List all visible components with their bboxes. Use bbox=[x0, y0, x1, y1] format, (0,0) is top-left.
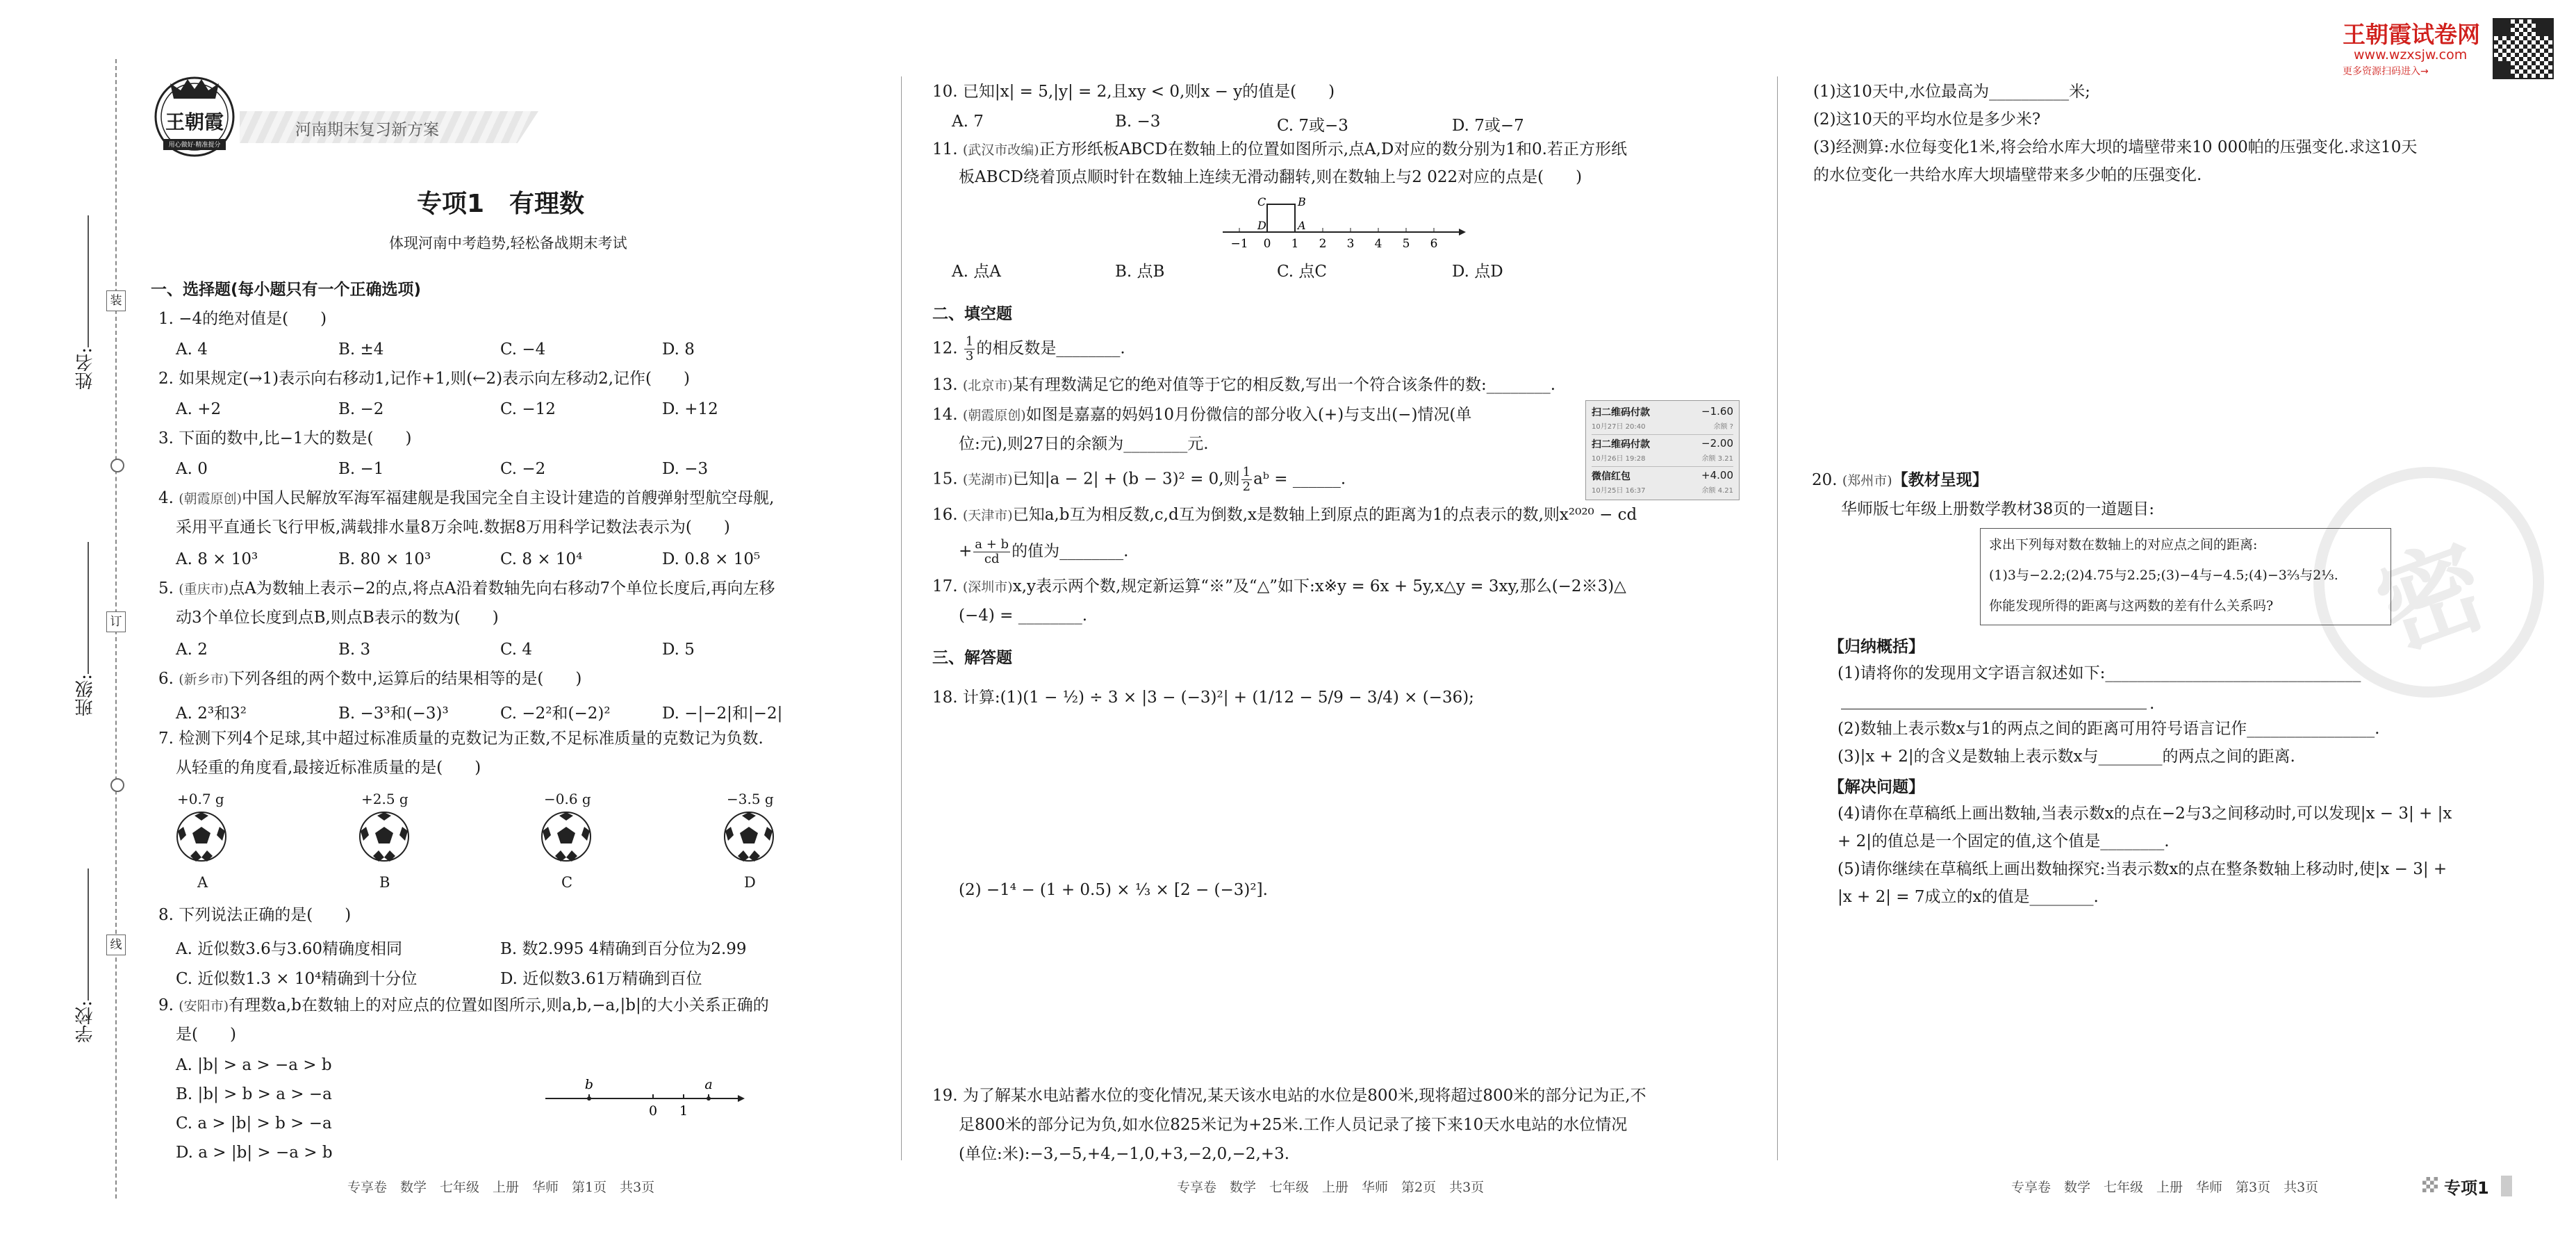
q19-sub2: (2)这10天的平均水位是多少米? bbox=[1813, 110, 2041, 129]
q10-option-b: B. −3 bbox=[1115, 113, 1161, 131]
q19-sub3b: 的水位变化一共给水库大坝墙壁带来多少帕的压强变化. bbox=[1813, 166, 2202, 184]
q8-option-c: C. 近似数1.3 × 10⁴精确到十分位 bbox=[176, 970, 418, 988]
q7-ball-b-label: B bbox=[379, 874, 390, 891]
soccer-ball-icon bbox=[540, 810, 593, 863]
q11-option-a: A. 点A bbox=[952, 263, 1001, 281]
q4-option-d: D. 0.8 × 10⁵ bbox=[662, 550, 761, 568]
q5-option-c: C. 4 bbox=[500, 641, 533, 659]
record-balance: 余额 ? bbox=[1713, 423, 1733, 431]
column-divider bbox=[901, 76, 902, 1160]
binding-mark-1: 装 bbox=[106, 290, 126, 311]
q8-option-a: A. 近似数3.6与3.60精确度相同 bbox=[176, 940, 403, 958]
q9-option-c: C. a > |b| > b > −a bbox=[176, 1114, 332, 1133]
q7-ball-c-mass: −0.6 g bbox=[544, 791, 591, 807]
q1-option-c: C. −4 bbox=[500, 340, 546, 359]
q18-part2: (2) −1⁴ − (1 + 0.5) × ⅓ × [2 − (−3)²]. bbox=[959, 881, 1268, 899]
q9-line2: 是( ) bbox=[176, 1026, 236, 1044]
q17-source: (深圳市) bbox=[962, 579, 1013, 595]
q19-sub3a: (3)经测算:水位每变化1米,将会给水库大坝的墙壁带来10 000帕的压强变化.求这10天 bbox=[1813, 138, 2418, 156]
q20-sub2: (2)数轴上表示数x与1的两点之间的距离可用符号语言记作________________. bbox=[1838, 720, 2380, 738]
q4-option-b: B. 80 × 10³ bbox=[338, 550, 431, 568]
binding-dot-icon bbox=[110, 459, 124, 472]
axis-label-b: b bbox=[584, 1077, 594, 1092]
q15-source: (芜湖市) bbox=[962, 472, 1013, 488]
binding-mark-2: 订 bbox=[106, 611, 126, 632]
q11-number-line bbox=[1223, 196, 1473, 252]
q6-option-a: A. 2³和3² bbox=[176, 705, 247, 723]
corner-c: C bbox=[1257, 196, 1266, 208]
page-subtitle: 体现河南中考趋势,轻松备战期末考试 bbox=[389, 235, 627, 252]
q1-option-b: B. ±4 bbox=[338, 340, 384, 359]
q8-option-d: D. 近似数3.61万精确到百位 bbox=[500, 970, 702, 988]
logo bbox=[149, 69, 240, 160]
q10-option-a: A. 7 bbox=[952, 113, 984, 131]
q11-line1: 11. (武汉市改编)正方形纸板ABCD在数轴上的位置如图所示,点A,D对应的数分别为1和0.若正方形纸 bbox=[932, 140, 1627, 158]
record-date: 10月25日 16:37 bbox=[1592, 487, 1646, 495]
q4-line1: 4. (朝霞原创)中国人民解放军海军福建舰是我国完全自主设计建造的首艘弹射型航空母舰, bbox=[158, 489, 775, 507]
q20-sub1: (1)请将你的发现用文字语言叙述如下:________________________________ bbox=[1838, 664, 2361, 682]
class-underline bbox=[88, 542, 89, 674]
name-underline bbox=[88, 215, 89, 347]
record-row bbox=[1592, 436, 1733, 467]
q20-sub4a: (4)请你在草稿纸上画出数轴,当表示数x的点在−2与3之间移动时,可以发现|x − 3| + |x bbox=[1838, 805, 2452, 823]
q4-option-a: A. 8 × 10³ bbox=[176, 550, 258, 568]
q16-line1: 16. (天津市)已知a,b互为相反数,c,d互为倒数,x是数轴上到原点的距离为1的点表示的数,则x²⁰²⁰ − cd bbox=[932, 506, 1637, 524]
record-date: 10月26日 19:28 bbox=[1592, 455, 1646, 463]
q5-option-b: B. 3 bbox=[338, 641, 371, 659]
record-label: 扫二维码付款 bbox=[1592, 439, 1650, 450]
q5-option-d: D. 5 bbox=[662, 641, 695, 659]
school-underline bbox=[88, 869, 89, 1001]
record-row bbox=[1592, 468, 1733, 498]
axis-tick-0: 0 bbox=[1263, 237, 1271, 251]
q20-answer-dot: . bbox=[2149, 695, 2155, 713]
q5-option-a: A. 2 bbox=[176, 641, 208, 659]
q20-intro: 华师版七年级上册数学教材38页的一道题目: bbox=[1841, 500, 2155, 518]
q14-source: (朝霞原创) bbox=[962, 408, 1026, 423]
watermark-text: 密 bbox=[2361, 522, 2502, 673]
q1-option-a: A. 4 bbox=[176, 340, 208, 359]
q2-option-c: C. −12 bbox=[500, 400, 556, 418]
record-balance: 余额 4.21 bbox=[1701, 487, 1733, 495]
q1-option-d: D. 8 bbox=[662, 340, 695, 359]
q9-number-line bbox=[542, 1073, 750, 1122]
q17-line2: (−4) = ________. bbox=[959, 607, 1088, 625]
q20-sub3: (3)|x + 2|的含义是数轴上表示数x与________的两点之间的距离. bbox=[1838, 748, 2295, 766]
q10-option-c: C. 7或−3 bbox=[1277, 117, 1348, 135]
brand-name: 王朝霞试卷网 bbox=[2343, 21, 2480, 48]
q6-option-c: C. −2²和(−2)² bbox=[500, 705, 611, 723]
q9-option-d: D. a > |b| > −a > b bbox=[176, 1144, 333, 1162]
axis-label-a: a bbox=[704, 1077, 713, 1092]
q3-option-b: B. −1 bbox=[338, 460, 384, 478]
q5-source: (重庆市) bbox=[179, 582, 229, 597]
section-answer: 三、解答题 bbox=[932, 649, 1012, 667]
record-label: 微信红包 bbox=[1592, 471, 1630, 482]
q20-tag-summary: 【归纳概括】 bbox=[1828, 638, 1924, 656]
record-row bbox=[1592, 404, 1733, 435]
q7-line1: 7. 检测下列4个足球,其中超过标准质量的克数记为正数,不足标准质量的克数记为负数. bbox=[158, 730, 763, 748]
corner-a: A bbox=[1298, 219, 1306, 232]
q15-text: 15. (芜湖市)已知|a − 2| + (b − 3)² = 0,则 $\frac{1}{2}$ aᵇ = ______. bbox=[932, 465, 1346, 494]
q18-part1: 18. 计算:(1)(1 − ½) ÷ 3 × |3 − (−3)²| + (1/12 − 5/9 − 3/4) × (−36); bbox=[932, 689, 1474, 707]
q2-option-b: B. −2 bbox=[338, 400, 384, 418]
corner-bar bbox=[2501, 1176, 2512, 1196]
corner-label: 专项1 bbox=[2444, 1178, 2489, 1198]
footer-page-2: 专享卷 数学 七年级 上册 华师 第2页 共3页 bbox=[1177, 1180, 1485, 1195]
record-amount: −1.60 bbox=[1701, 405, 1733, 418]
textbook-line: 求出下列每对数在数轴上的对应点之间的距离: bbox=[1989, 537, 2258, 552]
q16-line2: + $\frac{a + b}{cd}$ 的值为________. bbox=[959, 537, 1129, 566]
q2-text: 2. 如果规定(→1)表示向右移动1,记作+1,则(←2)表示向左移动2,记作( ) bbox=[158, 370, 691, 388]
q10-text: 10. 已知|x| = 5,|y| = 2,且xy < 0,则x − y的值是( ) bbox=[932, 83, 1335, 101]
q7-ball-c-label: C bbox=[561, 874, 573, 891]
q6-source: (新乡市) bbox=[179, 672, 229, 687]
q14-line2: 位:元),则27日的余额为________元. bbox=[959, 435, 1209, 453]
q11-option-d: D. 点D bbox=[1452, 263, 1503, 281]
q6-option-b: B. −3³和(−3)³ bbox=[338, 705, 449, 723]
brand-tagline: 更多资源扫码进入→ bbox=[2343, 66, 2429, 77]
q8-text: 8. 下列说法正确的是( ) bbox=[158, 906, 352, 924]
q9-line1: 9. (安阳市)有理数a,b在数轴上的对应点的位置如图所示,则a,b,−a,|b|的大小关系正确的 bbox=[158, 996, 769, 1014]
q11-source: (武汉市改编) bbox=[962, 142, 1039, 158]
q2-option-d: D. +12 bbox=[662, 400, 718, 418]
q19-line2: 足800米的部分记为负,如水位825米记为+25米.工作人员记录了接下来10天水电站的水位情况 bbox=[959, 1116, 1628, 1134]
q5-line2: 动3个单位长度到点B,则点B表示的数为( ) bbox=[176, 609, 499, 627]
q7-ball-a-label: A bbox=[197, 874, 208, 891]
q7-ball-d-mass: −3.5 g bbox=[727, 791, 774, 807]
name-label: 姓名: bbox=[75, 347, 96, 390]
q3-option-d: D. −3 bbox=[662, 460, 709, 478]
brand-url: www.wzxsjw.com bbox=[2354, 47, 2468, 63]
q16-source: (天津市) bbox=[962, 508, 1013, 523]
footer-page-1: 专享卷 数学 七年级 上册 华师 第1页 共3页 bbox=[347, 1180, 655, 1195]
q5-line1: 5. (重庆市)点A为数轴上表示−2的点,将点A沿着数轴先向右移动7个单位长度后,再向左移 bbox=[158, 579, 775, 598]
q20-sub5a: (5)请你继续在草稿纸上画出数轴探究:当表示数x的点在整条数轴上移动时,使|x − 3| + bbox=[1838, 860, 2447, 878]
q19-sub1: (1)这10天中,水位最高为__________米; bbox=[1813, 83, 2090, 101]
q3-option-a: A. 0 bbox=[176, 460, 208, 478]
axis-tick-3: 3 bbox=[1346, 237, 1355, 251]
corner-b: B bbox=[1298, 196, 1306, 208]
q8-option-b: B. 数2.995 4精确到百分位为2.99 bbox=[500, 940, 747, 958]
logo-text: 王朝霞 bbox=[165, 110, 224, 133]
section-choice: 一、选择题(每小题只有一个正确选项) bbox=[151, 281, 422, 299]
q20-tag-solve: 【解决问题】 bbox=[1828, 778, 1924, 796]
series-title: 河南期末复习新方案 bbox=[295, 121, 439, 139]
q9-option-a: A. |b| > a > −a > b bbox=[176, 1056, 332, 1074]
q7-ball-a-mass: +0.7 g bbox=[177, 791, 224, 807]
corner-deco-icon bbox=[2422, 1177, 2438, 1192]
q14-line1: 14. (朝霞原创)如图是嘉嘉的妈妈10月份微信的部分收入(+)与支出(−)情况(单 bbox=[932, 406, 1472, 424]
q11-option-b: B. 点B bbox=[1115, 263, 1165, 281]
axis-tick-4: 4 bbox=[1374, 237, 1382, 251]
binding-dot-icon bbox=[110, 778, 124, 792]
q7-ball-d-label: D bbox=[744, 874, 756, 891]
q20-sub5b: |x + 2| = 7成立的x的值是________. bbox=[1838, 888, 2099, 906]
q19-line3: (单位:米):−3,−5,+4,−1,0,+3,−2,0,−2,+3. bbox=[959, 1145, 1290, 1163]
corner-d: D bbox=[1257, 219, 1266, 232]
logo-subtext: 用心做好·精准提分 bbox=[168, 142, 221, 149]
q20-source: (郑州市) bbox=[1842, 473, 1892, 488]
textbook-box bbox=[1980, 528, 2391, 625]
axis-label-0: 0 bbox=[648, 1103, 658, 1119]
q11-option-c: C. 点C bbox=[1277, 263, 1327, 281]
q9-source: (安阳市) bbox=[179, 998, 229, 1014]
soccer-ball-icon bbox=[175, 810, 228, 863]
q19-line1: 19. 为了解某水电站蓄水位的变化情况,某天该水电站的水位是800米,现将超过800米的部分记为正,不 bbox=[932, 1087, 1646, 1105]
record-label: 扫二维码付款 bbox=[1592, 407, 1650, 418]
axis-tick-1: 1 bbox=[1291, 237, 1299, 251]
q3-text: 3. 下面的数中,比−1大的数是( ) bbox=[158, 429, 412, 447]
q13-source: (北京市) bbox=[962, 378, 1013, 393]
record-amount: −2.00 bbox=[1701, 437, 1733, 450]
axis-tick-6: 6 bbox=[1430, 237, 1438, 251]
page-title: 专项1 有理数 bbox=[417, 190, 585, 218]
q6-option-d: D. −|−2|和|−2| bbox=[662, 705, 783, 723]
section-fill: 二、填空题 bbox=[932, 305, 1012, 323]
record-date: 10月27日 20:40 bbox=[1592, 423, 1646, 431]
q4-line2: 采用平直通长飞行甲板,满载排水量8万余吨.数据8万用科学记数法表示为( ) bbox=[176, 518, 730, 536]
q9-option-b: B. |b| > b > a > −a bbox=[176, 1085, 332, 1103]
q4-source: (朝霞原创) bbox=[179, 491, 242, 507]
record-amount: +4.00 bbox=[1701, 469, 1733, 481]
q7-ball-b-mass: +2.5 g bbox=[361, 791, 408, 807]
axis-tick-5: 5 bbox=[1402, 237, 1410, 251]
record-balance: 余额 3.21 bbox=[1701, 455, 1733, 463]
q6-line1: 6. (新乡市)下列各组的两个数中,运算后的结果相等的是( ) bbox=[158, 670, 582, 688]
axis-label-1: 1 bbox=[679, 1103, 688, 1119]
q3-option-c: C. −2 bbox=[500, 460, 546, 478]
q11-line2: 板ABCD绕着顶点顺时针在数轴上连续无滑动翻转,则在数轴上与2 022对应的点是( ) bbox=[959, 168, 1583, 186]
binding-mark-3: 线 bbox=[106, 935, 126, 955]
q7-line2: 从轻重的角度看,最接近标准质量的是( ) bbox=[176, 759, 481, 777]
q17-line1: 17. (深圳市)x,y表示两个数,规定新运算“※”及“△”如下:x※y = 6x + 5y,x△y = 3xy,那么(−2※3)△ bbox=[932, 577, 1626, 595]
soccer-ball-icon bbox=[723, 810, 775, 863]
class-label: 班级: bbox=[75, 674, 96, 716]
q1-text: 1. −4的绝对值是( ) bbox=[158, 310, 327, 328]
soccer-ball-icon bbox=[358, 810, 411, 863]
column-divider bbox=[1777, 76, 1778, 1160]
qr-code-icon bbox=[2493, 18, 2554, 79]
textbook-line: (1)3与−2.2;(2)4.75与2.25;(3)−4与−4.5;(4)−3⅔与2⅓. bbox=[1989, 568, 2338, 583]
axis-tick-neg1: −1 bbox=[1230, 237, 1248, 251]
wechat-record-card bbox=[1585, 400, 1740, 500]
textbook-line: 你能发现所得的距离与这两数的差有什么关系吗? bbox=[1989, 598, 2274, 614]
q10-option-d: D. 7或−7 bbox=[1452, 117, 1524, 135]
footer-page-3: 专享卷 数学 七年级 上册 华师 第3页 共3页 bbox=[2011, 1180, 2319, 1195]
q13-text: 13. (北京市)某有理数满足它的绝对值等于它的相反数,写出一个符合该条件的数:________. bbox=[932, 376, 1556, 394]
q12-text: 12. $\frac{1}{3}$ 的相反数是________. bbox=[932, 334, 1125, 363]
q20-heading: 20. (郑州市)【教材呈现】 bbox=[1812, 471, 1988, 489]
school-label: 学校: bbox=[75, 1001, 96, 1043]
q2-option-a: A. +2 bbox=[176, 400, 222, 418]
q4-option-c: C. 8 × 10⁴ bbox=[500, 550, 583, 568]
axis-tick-2: 2 bbox=[1319, 237, 1327, 251]
q20-sub4b: + 2|的值总是一个固定的值,这个值是________. bbox=[1838, 832, 2170, 850]
